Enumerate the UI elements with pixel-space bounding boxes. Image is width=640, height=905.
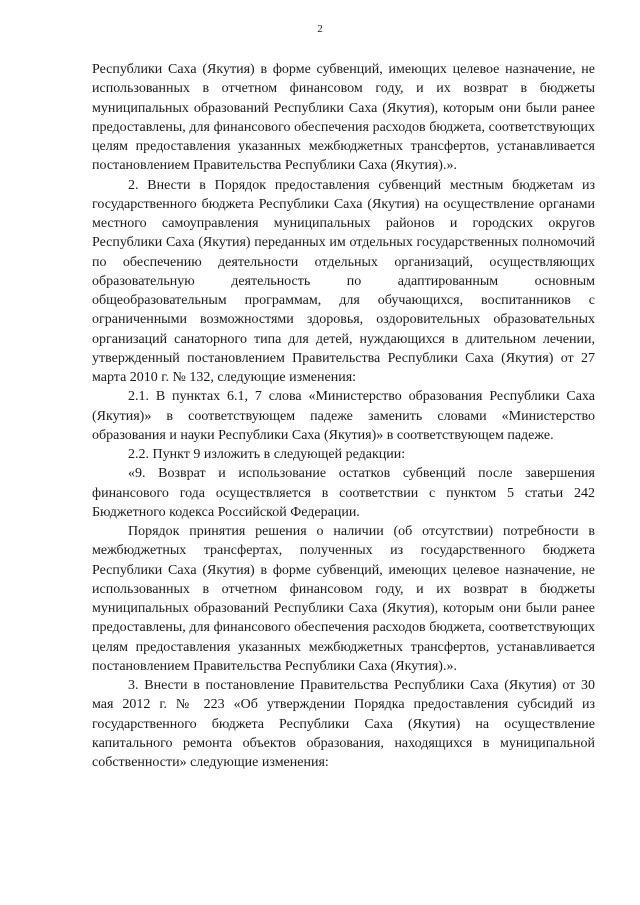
paragraph-item-3: 3. Внести в постановление Правительства Республики Саха (Якутия) от 30 мая 2012 г. № 223 «Об утверждении Порядка предоставления субсидий из государственного бюджета Республики Саха (Якутия) на осуществление капитального ремонта объектов образования, находящихся в муниципальной собственности» следующие изменения: [92,678,595,770]
document-body [92,60,595,772]
paragraph-quote-9: «9. Возврат и использование остатков субвенций после завершения финансового года осуществляется в соответствии с пунктом 5 статьи 242 Бюджетного кодекса Российской Федерации. [92,466,595,520]
paragraph-continuation: Республики Саха (Якутия) в форме субвенций, имеющих целевое назначение, не использованных в отчетном финансовом году, и их возврат в бюджеты муниципальных образований Республики Саха (Якутия), которым они были ранее предоставлены, для финансового обеспечения расходов бюджета, соответствующих целям предоставления указанных межбюджетных трансфертов, устанавливается постановлением Правительства Республики Саха (Якутия).». [92,62,595,174]
paragraph-item-2-1: 2.1. В пунктах 6.1, 7 слова «Министерство образования Республики Саха (Якутия)» в соответствующем падеже заменить словами «Министерство образования и науки Республики Саха (Якутия)» в соответствующем падеже. [92,389,595,443]
paragraph-item-2: 2. Внести в Порядок предоставления субвенций местным бюджетам из государственного бюджета Республики Саха (Якутия) на осуществление органами местного самоуправления муниципальных районов и городских округов Республики Саха (Якутия) переданных им отдельных государственных полномочий по обеспечению деятельности отдельных организаций, осуществляющих образовательную деятельность по адаптированным основным общеобразовательным программам, для обучающихся, воспитанников с ограниченными возможностями здоровья, оздоровительных образовательных организаций санаторного типа для детей, нуждающихся в длительном лечении, утвержденный постановлением Правительства Республики Саха (Якутия) от 27 марта 2010 г. № 132, следующие изменения: [92,177,595,385]
paragraph-item-2-2: 2.2. Пункт 9 изложить в следующей редакции: [128,447,406,462]
paragraph-procedure: Порядок принятия решения о наличии (об отсутствии) потребности в межбюджетных трансфертах, полученных из государственного бюджета Республики Саха (Якутия) в форме субвенций, имеющих целевое назначение, не использованных в отчетном финансовом году, и их возврат в бюджеты муниципальных образований Республики Саха (Якутия), которым они были ранее предоставлены, для финансового обеспечения расходов бюджета, соответствующих целям предоставления указанных межбюджетных трансфертов, устанавливается постановлением Правительства Республики Саха (Якутия).». [92,524,595,674]
page-number: 2 [317,23,323,35]
